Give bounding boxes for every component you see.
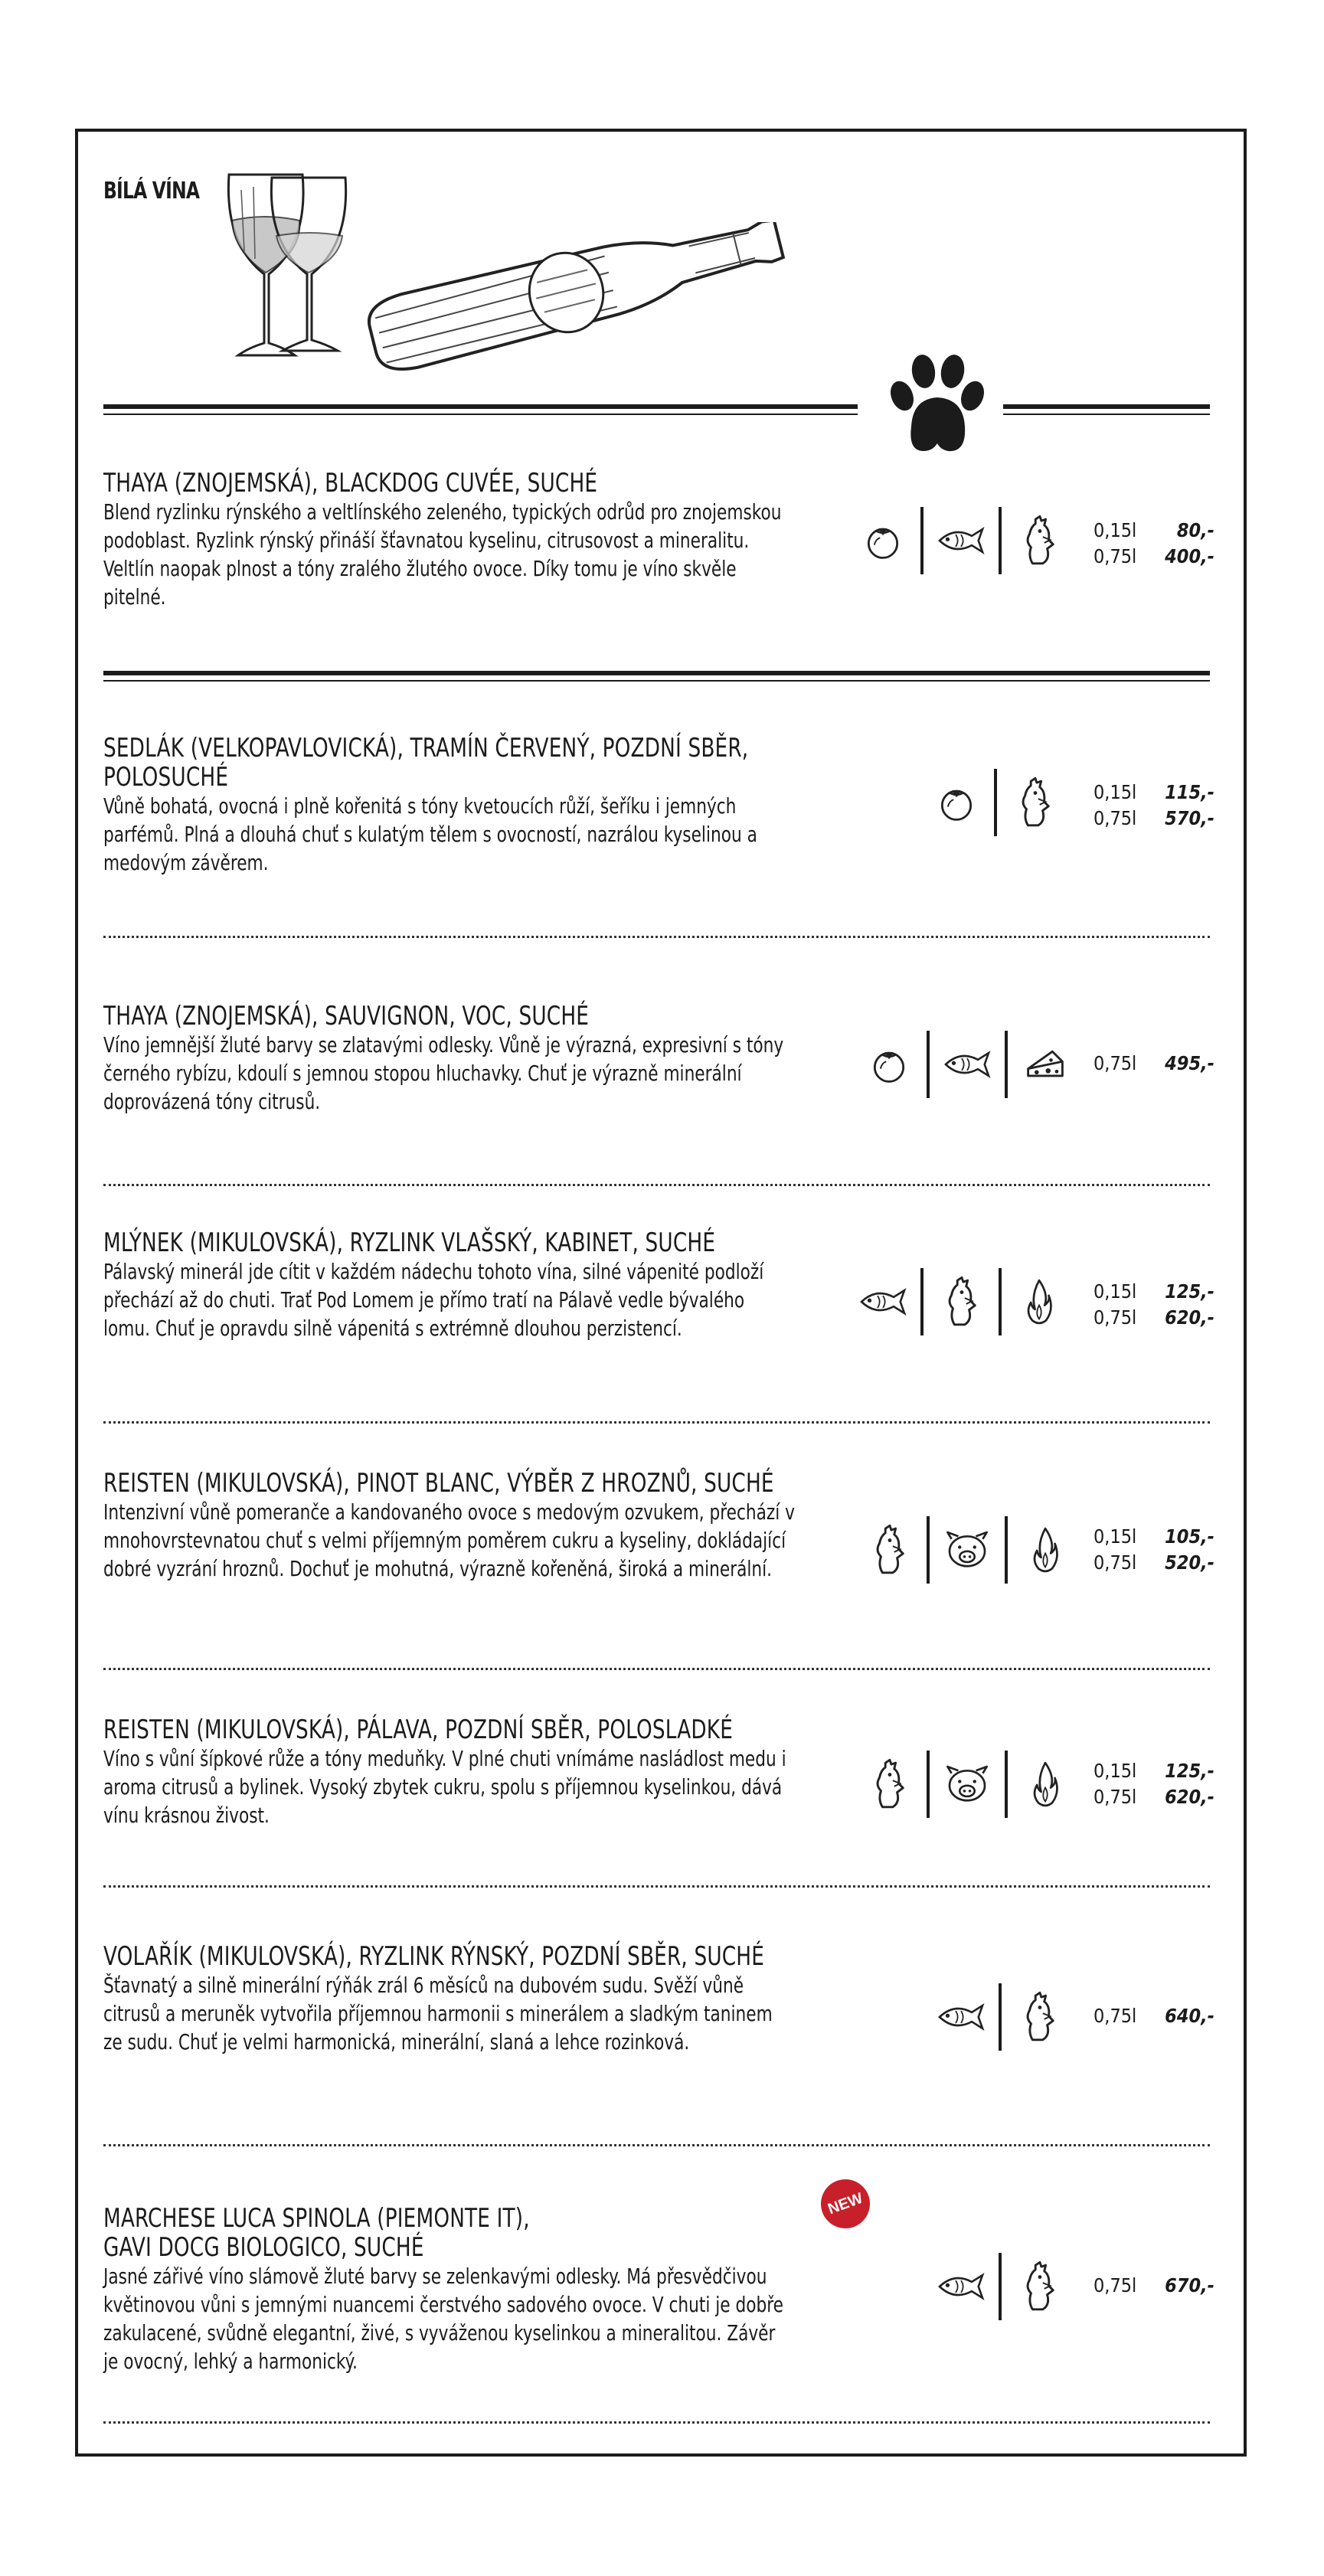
volume: 0,75l (1094, 545, 1137, 567)
wine-name: REISTEN (MIKULOVSKÁ), PINOT BLANC, VÝBĚR Z HROZNŮ, SUCHÉ (103, 1468, 774, 1499)
price: 620,- (1165, 1306, 1214, 1329)
volume: 0,75l (1094, 807, 1137, 829)
divider (920, 1268, 924, 1335)
price-row (1094, 1784, 1214, 1810)
chicken-icon (1012, 514, 1066, 567)
price: 80,- (1176, 519, 1214, 541)
pairing-icons (930, 766, 1061, 839)
divider (999, 1983, 1002, 2051)
price: 570,- (1165, 807, 1214, 829)
dotted-divider (103, 2144, 1210, 2146)
wine-description: Jasné zářivé víno slámově žluté barvy se zelenkavými odlesky. Má přesvědčivou květinovou vůni s jemnými nuancemi čerstvého sadového ovoce. V chuti je dobře zakulacené, svůdně elegantní, živé, s vyváženou kyselinkou a mineralitou. Závěr je ovocný, lehký a harmonický. (103, 2264, 783, 2374)
pairing-icons (934, 2250, 1066, 2323)
volume: 0,75l (1094, 1052, 1137, 1074)
pairing-icons (862, 1513, 1072, 1586)
dotted-divider (103, 1421, 1210, 1424)
price-row (1094, 1305, 1214, 1331)
wine-description: Víno jemnější žluté barvy se zlatavými odlesky. Vůně je výrazná, expresivní s tóny černého rybízu, kdoulí s jemnou stopou hluchavky. Chuť je výrazně minerální doprovázená tóny citrusů. (103, 1032, 784, 1114)
flame-icon (1012, 1275, 1066, 1329)
price: 105,- (1165, 1525, 1214, 1548)
chicken-icon (934, 1275, 988, 1329)
new-badge: NEW (814, 2172, 877, 2235)
wine-description: Víno s vůní šípkové růže a tóny meduňky. V plné chuti vnímáme nasládlost medu i aroma citrusů a bylinek. Vysoký zbytek cukru, spolu s příjemnou kyselinkou, dává vínu krásnou živost. (103, 1746, 786, 1828)
header-rule-left (103, 404, 858, 409)
divider (927, 1031, 930, 1098)
chicken-icon (862, 1757, 916, 1811)
pig-icon (940, 1757, 994, 1811)
volume: 0,15l (1094, 519, 1137, 541)
volume: 0,75l (1094, 1786, 1137, 1808)
wine-description: Šťavnatý a silně minerální rýňák zrál 6 měsíců na dubovém sudu. Svěží vůně citrusů a meruněk vytvořila příjemnou harmonii s minerálem a sladkým taninem ze sudu. Chuť je velmi harmonická, minerální, slaná a lehce rozinková. (103, 1973, 773, 2055)
chicken-icon (1008, 776, 1061, 829)
divider (1005, 1516, 1008, 1584)
divider (927, 1516, 930, 1584)
fish-icon (934, 1990, 988, 2044)
price-list (1094, 1524, 1214, 1576)
section-rule-thin (103, 680, 1210, 682)
tomato-icon (862, 1038, 916, 1091)
dotted-divider (103, 1885, 1210, 1888)
tomato-icon (856, 514, 910, 567)
wine-name: REISTEN (MIKULOVSKÁ), PÁLAVA, POZDNÍ SBĚR, POLOSLADKÉ (103, 1715, 734, 1745)
divider (1005, 1031, 1008, 1098)
divider (994, 769, 997, 836)
wine-name: THAYA (ZNOJEMSKÁ), SAUVIGNON, VOC, SUCHÉ (103, 1001, 590, 1031)
price: 125,- (1165, 1280, 1214, 1303)
header-rule-right-thin (1003, 414, 1210, 415)
volume: 0,75l (1094, 1551, 1137, 1574)
price-row (1094, 544, 1214, 570)
pairing-icons (934, 1980, 1066, 2053)
volume: 0,75l (1094, 1306, 1137, 1329)
volume: 0,15l (1094, 1760, 1137, 1782)
pairing-icons (862, 1747, 1072, 1820)
wine-glasses-illustration (218, 159, 356, 366)
header-rule-right (1003, 404, 1210, 409)
fish-icon (934, 2260, 988, 2313)
price-row (1094, 1758, 1214, 1784)
pairing-icons (856, 504, 1066, 577)
volume: 0,15l (1094, 1525, 1137, 1548)
price-list (1094, 2273, 1214, 2299)
wine-bottle-illustration (361, 222, 798, 375)
chicken-icon (1012, 2260, 1066, 2313)
wine-name: VOLAŘÍK (MIKULOVSKÁ), RYZLINK RÝNSKÝ, POZDNÍ SBĚR, SUCHÉ (103, 1941, 765, 1972)
volume: 0,15l (1094, 781, 1137, 803)
price-row (1094, 1524, 1214, 1550)
price-row (1094, 1279, 1214, 1305)
price-row (1094, 780, 1214, 806)
pairing-icons (856, 1265, 1066, 1338)
chicken-icon (1012, 1990, 1066, 2044)
wine-name: MLÝNEK (MIKULOVSKÁ), RYZLINK VLAŠSKÝ, KABINET, SUCHÉ (103, 1228, 716, 1258)
divider (999, 1268, 1002, 1335)
price: 125,- (1165, 1760, 1214, 1782)
price-row (1094, 2003, 1214, 2029)
wine-name: SEDLÁK (VELKOPAVLOVICKÁ), TRAMÍN ČERVENÝ, POZDNÍ SBĚR, POLOSUCHÉ (103, 733, 749, 793)
volume: 0,75l (1094, 2274, 1137, 2296)
fish-icon (940, 1038, 994, 1091)
dotted-divider (103, 2421, 1210, 2424)
dotted-divider (103, 1668, 1210, 1670)
price: 115,- (1165, 781, 1214, 803)
price-list (1094, 1279, 1214, 1331)
price: 520,- (1165, 1551, 1214, 1574)
paw-icon (879, 348, 994, 463)
price-list (1094, 1051, 1214, 1077)
price-row (1094, 518, 1214, 544)
price-row (1094, 1550, 1214, 1576)
wine-name: THAYA (ZNOJEMSKÁ), BLACKDOG CUVÉE, SUCHÉ (103, 468, 598, 499)
wine-description: Vůně bohatá, ovocná i plně kořenitá s tóny kvetoucích růží, šeříku i jemných parfémů. Plná a dlouhá chuť s kulatým tělem s ovocností, nazrálou kyselinou a medovým závěrem. (103, 793, 757, 875)
pairing-icons (862, 1028, 1072, 1100)
wine-description: Intenzivní vůně pomeranče a kandovaného ovoce s medovým ozvukem, přechází v mnohovrstevnatou chuť s velmi příjemným poměrem cukru a kyseliny, dokládající dobré vyzrání hroznů. Dochuť je mohutná, výrazně kořeněná, široká a minerální. (103, 1499, 795, 1581)
volume: 0,75l (1094, 2005, 1137, 2027)
chicken-icon (862, 1523, 916, 1577)
dotted-divider (103, 936, 1210, 938)
price-row (1094, 1051, 1214, 1077)
price: 670,- (1165, 2274, 1214, 2296)
price: 640,- (1165, 2005, 1214, 2027)
wine-description: Blend ryzlinku rýnského a veltlínského zeleného, typických odrůd pro znojemskou podoblast. Ryzlink rýnský přináší šťavnatou kyselinu, citrusovost a mineralitu. Veltlín naopak plnost a tóny zralého žlutého ovoce. Díky tomu je víno skvěle pitelné. (103, 499, 782, 610)
pig-icon (940, 1523, 994, 1577)
tomato-icon (930, 776, 983, 829)
price-row (1094, 806, 1214, 832)
price-list (1094, 780, 1214, 832)
wine-name: GAVI DOCG BIOLOGICO, SUCHÉ (103, 2232, 424, 2263)
price-row (1094, 2273, 1214, 2299)
price: 400,- (1165, 545, 1214, 567)
divider (920, 507, 924, 574)
divider (927, 1751, 930, 1818)
section-title: BÍLÁ VÍNA (103, 178, 200, 204)
price-list (1094, 1758, 1214, 1810)
divider (1005, 1751, 1008, 1818)
header-rule-left-thin (103, 414, 858, 415)
volume: 0,15l (1094, 1280, 1137, 1303)
price: 495,- (1165, 1052, 1214, 1074)
fish-icon (856, 1275, 910, 1329)
price-list (1094, 518, 1214, 570)
flame-icon (1018, 1523, 1072, 1577)
divider (999, 2253, 1002, 2320)
price: 620,- (1165, 1786, 1214, 1808)
flame-icon (1018, 1757, 1072, 1811)
divider (999, 507, 1002, 574)
section-rule (103, 671, 1210, 675)
cheese-icon (1018, 1038, 1072, 1091)
fish-icon (934, 514, 988, 567)
dotted-divider (103, 1184, 1210, 1186)
price-list (1094, 2003, 1214, 2029)
wine-description: Pálavský minerál jde cítit v každém nádechu tohoto vína, silné vápenité podloží přechází až do chuti. Trať Pod Lomem je přímo tratí na Pálavě vedle bývalého lomu. Chuť je opravdu silně vápenitá s extrémně dlouhou perzistencí. (103, 1259, 764, 1341)
wine-name: MARCHESE LUCA SPINOLA (PIEMONTE IT), (103, 2203, 530, 2234)
